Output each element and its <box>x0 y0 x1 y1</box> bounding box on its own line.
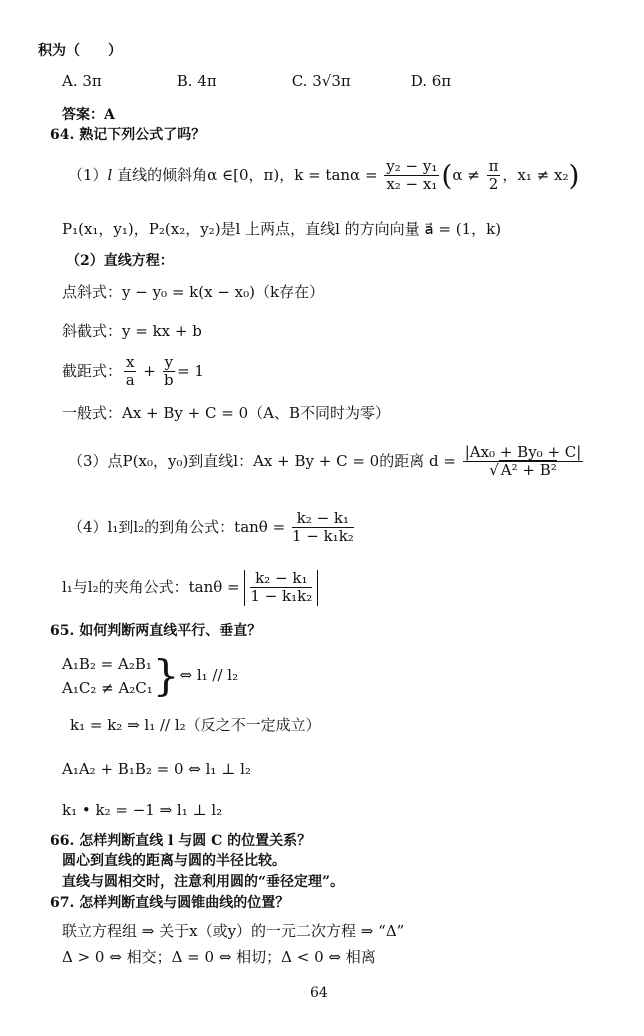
slope-parallel: k₁ = k₂ ⇒ l₁ // l₂（反之不一定成立） <box>70 716 321 734</box>
formula-pi-num: π <box>488 157 499 175</box>
slope-perpendicular: k₁ • k₂ = −1 ⇒ l₁ ⊥ l₂ <box>62 801 223 819</box>
intercept-x-den: a <box>125 371 135 390</box>
included-angle-num: k₂ − k₁ <box>250 570 312 588</box>
heading-64: 64. 熟记下列公式了吗？ <box>50 127 206 143</box>
discriminant-cases: Δ > 0 ⇔ 相交；Δ = 0 ⇔ 相切；Δ < 0 ⇔ 相离 <box>62 948 376 966</box>
formula-slope-cond1: α ≠ <box>452 165 485 184</box>
formula-slope-fraction <box>384 158 439 194</box>
angle-to-text: （4）l₁到l₂的到角公式：tanθ = <box>68 517 290 536</box>
circle-note-1: 圆心到直线的距离与圆的半径比较。 <box>62 853 286 869</box>
heading-66: 66. 怎样判断直线 l 与圆 C 的位置关系？ <box>50 833 312 849</box>
distance-den: √ A² + B² <box>489 461 557 480</box>
page-number: 64 <box>310 985 328 1001</box>
answer-options: A. 3π B. 4π C. 3√3π D. 6π <box>62 72 452 90</box>
intercept-label: 截距式： <box>62 361 123 380</box>
angle-to-den: 1 − k₁k₂ <box>291 527 354 546</box>
intercept-y-den: b <box>164 371 174 390</box>
heading-67: 67. 怎样判断直线与圆锥曲线的位置？ <box>50 895 290 911</box>
slope-intercept-form: 斜截式：y = kx + b <box>62 322 202 340</box>
included-angle-fraction <box>250 570 312 606</box>
formula-pi-den: 2 <box>488 175 499 194</box>
perpendicular-condition: A₁A₂ + B₁B₂ = 0 ⇔ l₁ ⊥ l₂ <box>62 760 251 778</box>
question-tail: 积为（ ） <box>38 43 122 59</box>
parallel-condition <box>62 652 238 700</box>
formula-slope <box>68 158 579 194</box>
included-angle-formula <box>62 570 318 606</box>
paren-open: ( <box>441 158 453 192</box>
formula-slope-num: y₂ − y₁ <box>386 157 438 175</box>
formula-slope-cond2: ，x₁ ≠ x₂ <box>502 165 569 184</box>
point-slope-form: 点斜式：y − y₀ = k(x − x₀)（k存在） <box>62 283 325 301</box>
included-angle-abs <box>244 570 318 606</box>
parallel-stack <box>62 652 153 700</box>
intercept-x-fraction <box>124 354 136 390</box>
distance-radicand: A² + B² <box>500 461 557 480</box>
paren-close: ) <box>568 158 580 192</box>
general-form: 一般式：Ax + By + C = 0（A、B不同时为零） <box>62 404 390 422</box>
parallel-cond-1: A₁B₂ = A₂B₁ <box>62 655 152 673</box>
subheading-line-eq: （2）直线方程： <box>66 253 174 269</box>
distance-fraction <box>463 444 584 480</box>
formula-slope-l: l <box>107 165 113 184</box>
included-angle-den: 1 − k₁k₂ <box>250 587 313 606</box>
formula-slope-index: （1） <box>68 165 108 184</box>
angle-to-num: k₂ − k₁ <box>292 510 354 528</box>
distance-text: （3）点P(x₀，y₀)到直线l：Ax + By + C = 0的距离 d = <box>68 451 461 470</box>
intercept-y-fraction <box>163 354 175 390</box>
distance-formula <box>68 444 585 480</box>
angle-to-fraction <box>292 510 354 546</box>
formula-pi-fraction <box>487 158 501 194</box>
included-angle-text: l₁与l₂的夹角公式：tanθ = <box>62 577 245 596</box>
parallel-result: ⇔ l₁ // l₂ <box>179 666 239 684</box>
formula-slope-den: x₂ − x₁ <box>386 175 438 194</box>
conic-method: 联立方程组 ⇒ 关于x（或y）的一元二次方程 ⇒ “Δ” <box>62 922 405 940</box>
intercept-y-num: y <box>164 353 174 371</box>
formula-slope-text: 直线的倾斜角α ∈[0，π)，k = tanα = <box>112 165 383 184</box>
heading-65: 65. 如何判断两直线平行、垂直？ <box>50 623 262 639</box>
angle-to-formula <box>68 510 356 546</box>
circle-note-2: 直线与圆相交时，注意利用圆的“垂径定理”。 <box>62 874 345 890</box>
distance-num: |Ax₀ + By₀ + C| <box>464 443 582 461</box>
answer-line: 答案：A <box>62 107 115 123</box>
intercept-form: 截距式： $\frac{x}{a}$ + $\frac{y}{b}$ = 1 <box>62 353 204 390</box>
intercept-eq: = 1 <box>177 361 204 380</box>
direction-vector: P₁(x₁，y₁)，P₂(x₂，y₂)是l 上两点，直线l 的方向向量 a⃗ = (1，k) <box>62 220 502 238</box>
intercept-x-num: x <box>126 353 135 371</box>
brace-icon: } <box>152 651 180 700</box>
parallel-cond-2: A₁C₂ ≠ A₂C₁ <box>62 679 153 697</box>
